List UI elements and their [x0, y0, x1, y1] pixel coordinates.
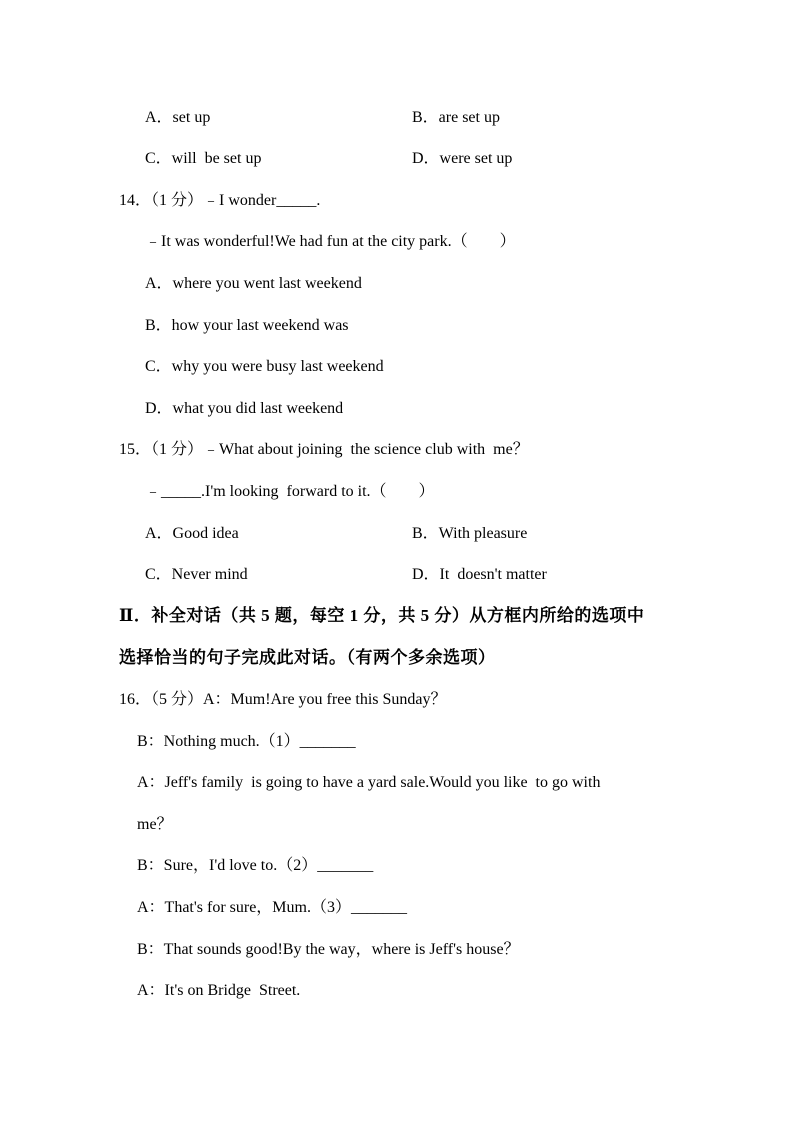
- q14-option-a: A．where you went last weekend: [145, 275, 362, 292]
- q13-option-b: B．are set up: [412, 109, 500, 126]
- q15-stem: 15．（1 分）﹣What about joining the science club with me？: [119, 441, 529, 458]
- q14-option-d: D．what you did last weekend: [145, 400, 344, 417]
- q16-line-2: B：Nothing much.（1）_______: [137, 733, 356, 750]
- q14-stem: 14．（1 分）﹣I wonder_____.: [119, 192, 321, 209]
- q15-option-d: D．It doesn't matter: [412, 566, 547, 583]
- q16-line-1: 16．（5 分）A：Mum!Are you free this Sunday？: [119, 691, 447, 708]
- q15-option-c: C．Never mind: [145, 566, 248, 583]
- section2-heading-line1: Ⅱ．补全对话（共 5 题，每空 1 分，共 5 分）从方框内所给的选项中: [119, 606, 645, 625]
- q16-line-5: B：Sure，I'd love to.（2）_______: [137, 857, 374, 874]
- q14-reply: ﹣It was wonderful!We had fun at the city park.（ ）: [145, 233, 516, 250]
- q15-option-a: A．Good idea: [145, 525, 239, 542]
- q15-reply: ﹣_____.I'm looking forward to it.（ ）: [145, 483, 435, 500]
- q16-line-8: A：It's on Bridge Street.: [137, 982, 301, 999]
- q16-line-6: A：That's for sure，Mum.（3）_______: [137, 899, 407, 916]
- q14-option-b: B．how your last weekend was: [145, 317, 349, 334]
- q13-option-c: C．will be set up: [145, 150, 262, 167]
- q16-line-4: me？: [137, 816, 173, 833]
- q16-line-7: B：That sounds good!By the way，where is Jeff's house？: [137, 941, 520, 958]
- q15-option-b: B．With pleasure: [412, 525, 528, 542]
- section2-heading-line2: 选择恰当的句子完成此对话。（有两个多余选项）: [119, 648, 496, 667]
- q13-option-a: A．set up: [145, 109, 211, 126]
- q13-option-d: D．were set up: [412, 150, 513, 167]
- q14-option-c: C．why you were busy last weekend: [145, 358, 384, 375]
- q16-line-3: A：Jeff's family is going to have a yard sale.Would you like to go with: [137, 774, 601, 791]
